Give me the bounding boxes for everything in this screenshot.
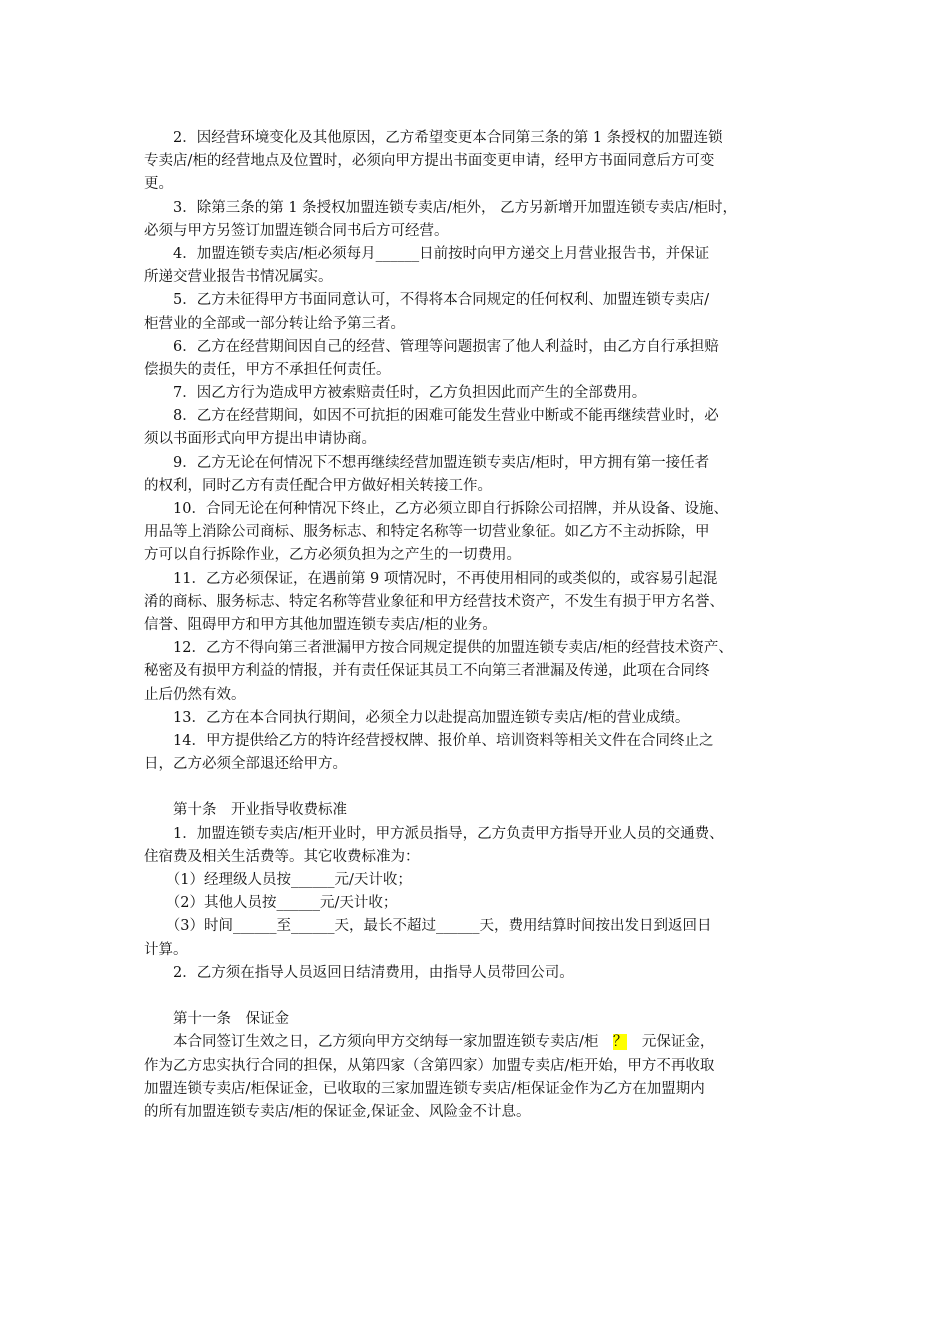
text-line: 信誉、阻碍甲方和甲方其他加盟连锁专卖店/柜的业务。 xyxy=(144,616,497,633)
text-line: 9．乙方无论在何情况下不想再继续经营加盟连锁专卖店/柜时，甲方拥有第一接任者 xyxy=(144,454,710,471)
text-line: 第十条 开业指导收费标准 xyxy=(144,802,347,819)
text-line: 计算。 xyxy=(144,941,188,958)
text-line: （3）时间______至______天，最长不超过______天，费用结算时间按出发日到返回日 xyxy=(144,918,712,935)
contract-body xyxy=(144,127,824,1031)
deposit-paragraph-rest xyxy=(144,1055,824,1125)
text-line: 所递交营业报告书情况属实。 xyxy=(144,269,333,286)
text-line: （2）其他人员按______元/天计收； xyxy=(144,895,398,912)
text-line: 14．甲方提供给乙方的特许经营授权牌、报价单、培训资料等相关文件在合同终止之 xyxy=(144,732,714,749)
text-line: 作为乙方忠实执行合同的担保，从第四家（含第四家）加盟专卖店/柜开始，甲方不再收取 xyxy=(144,1057,715,1074)
text-line: 的权利，同时乙方有责任配合甲方做好相关转接工作。 xyxy=(144,477,492,494)
text-line: 日，乙方必须全部退还给甲方。 xyxy=(144,756,347,773)
highlighted-amount-placeholder: ？ xyxy=(612,1034,628,1051)
text-line: 2．因经营环境变化及其他原因，乙方希望变更本合同第三条的第 1 条授权的加盟连锁 xyxy=(144,130,723,146)
text-line: 第十一条 保证金 xyxy=(144,1011,289,1028)
text-line: 3．除第三条的第 1 条授权加盟连锁专卖店/柜外， 乙方另新增开加盟连锁专卖店/柜时， xyxy=(144,199,738,216)
text-line: 6．乙方在经营期间因自己的经营、管理等问题损害了他人利益时，由乙方自行承担赔 xyxy=(144,338,719,355)
text-line: 1．加盟连锁专卖店/柜开业时，甲方派员指导，乙方负责甲方指导开业人员的交通费、 xyxy=(144,825,724,842)
document-page xyxy=(144,127,824,1124)
text-line: 专卖店/柜的经营地点及位置时，必须向甲方提出书面变更申请，经甲方书面同意后方可变 xyxy=(144,153,715,170)
text-line: 偿损失的责任，甲方不承担任何责任。 xyxy=(144,361,391,378)
text-line: 的所有加盟连锁专卖店/柜的保证金,保证金、风险金不计息。 xyxy=(144,1103,531,1120)
deposit-paragraph-first-line xyxy=(144,1031,824,1054)
text-line: 必须与甲方另签订加盟连锁合同书后方可经营。 xyxy=(144,222,449,239)
deposit-text-after: 元保证金， xyxy=(627,1034,715,1051)
text-line: 10．合同无论在何种情况下终止，乙方必须立即自行拆除公司招牌，并从设备、设施、 xyxy=(144,501,728,517)
text-line: 秘密及有损甲方利益的情报，并有责任保证其员工不向第三者泄漏及传递，此项在合同终 xyxy=(144,663,710,680)
deposit-text-before: 本合同签订生效之日，乙方须向甲方交纳每一家加盟连锁专卖店/柜 xyxy=(144,1034,613,1051)
text-line: 13．乙方在本合同执行期间，必须全力以赴提高加盟连锁专卖店/柜的营业成绩。 xyxy=(144,709,690,726)
text-line: 7．因乙方行为造成甲方被索赔责任时，乙方负担因此而产生的全部费用。 xyxy=(144,385,647,402)
text-line: 须以书面形式向甲方提出申请协商。 xyxy=(144,431,376,448)
text-line: 方可以自行拆除作业，乙方必须负担为之产生的一切费用。 xyxy=(144,547,521,564)
text-line: 12．乙方不得向第三者泄漏甲方按合同规定提供的加盟连锁专卖店/柜的经营技术资产、 xyxy=(144,640,733,657)
text-line: 4．加盟连锁专卖店/柜必须每月______日前按时向甲方递交上月营业报告书，并保证 xyxy=(144,245,710,262)
text-line: 11．乙方必须保证，在遇前第 9 项情况时，不再使用相同的或类似的，或容易引起混 xyxy=(144,570,718,587)
text-line: 用品等上消除公司商标、服务标志、和特定名称等一切营业象征。如乙方不主动拆除，甲 xyxy=(144,524,710,541)
text-line: 止后仍然有效。 xyxy=(144,686,246,703)
text-line: 住宿费及相关生活费等。其它收费标准为： xyxy=(144,848,420,865)
text-line: 2．乙方须在指导人员返回日结清费用，由指导人员带回公司。 xyxy=(144,964,574,981)
text-line: 淆的商标、服务标志、特定名称等营业象征和甲方经营技术资产，不发生有损于甲方名誉、 xyxy=(144,593,724,610)
blank-line xyxy=(144,985,824,1008)
text-line: 更。 xyxy=(144,176,173,193)
text-line: （1）经理级人员按______元/天计收； xyxy=(144,872,412,888)
text-line: 柜营业的全部或一部分转让给予第三者。 xyxy=(144,315,405,332)
text-line: 5．乙方未征得甲方书面同意认可，不得将本合同规定的任何权利、加盟连锁专卖店/ xyxy=(144,292,710,309)
text-line: 8．乙方在经营期间，如因不可抗拒的困难可能发生营业中断或不能再继续营业时，必 xyxy=(144,408,719,425)
blank-line xyxy=(144,776,824,799)
text-line: 加盟连锁专卖店/柜保证金，已收取的三家加盟连锁专卖店/柜保证金作为乙方在加盟期内 xyxy=(144,1080,705,1097)
